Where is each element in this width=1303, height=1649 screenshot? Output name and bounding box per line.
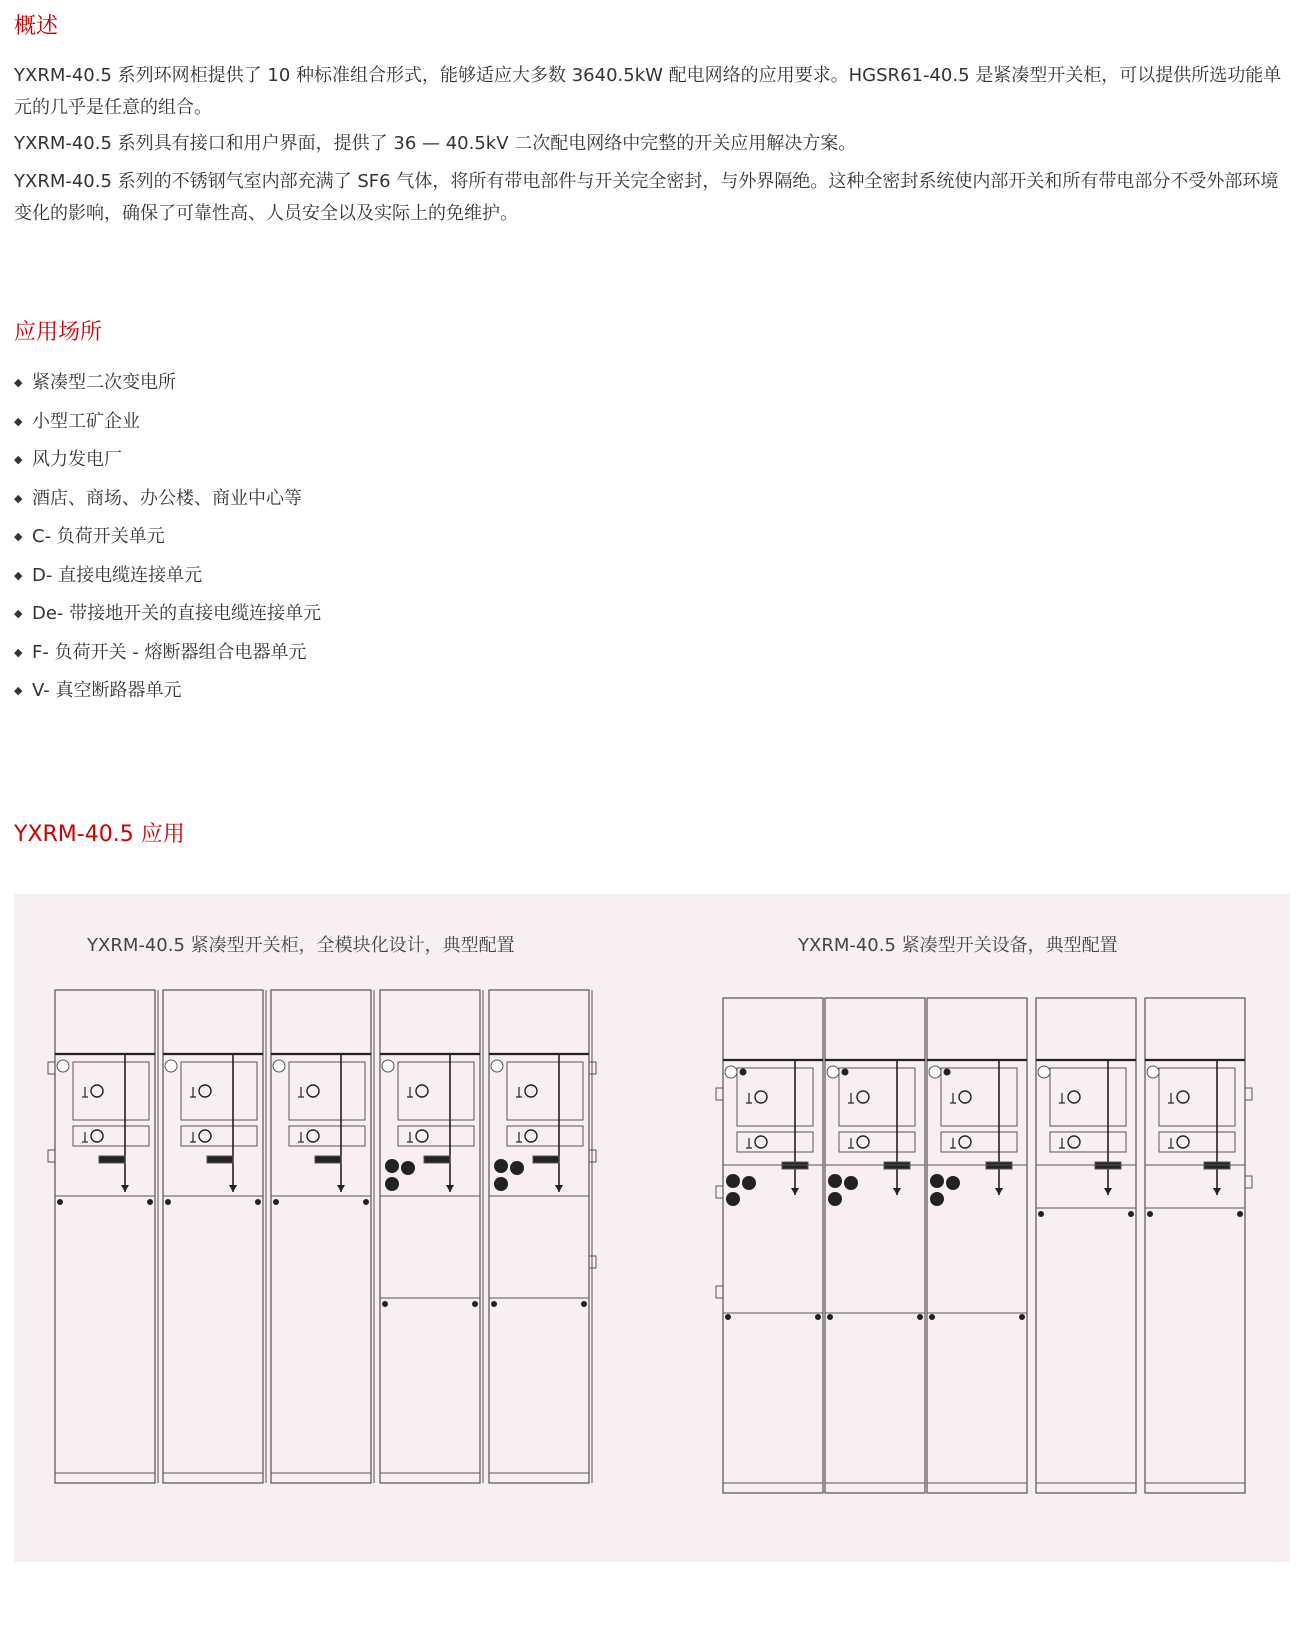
base-plinth xyxy=(1036,1483,1136,1493)
hinge-dot xyxy=(827,1314,833,1320)
indicator-lamp xyxy=(842,1069,849,1076)
list-item-label: De- 带接地开关的直接电缆连接单元 xyxy=(32,603,322,624)
base-plinth xyxy=(825,1483,925,1493)
diamond-bullet-icon: ◆ xyxy=(14,530,23,543)
mechanism-dial-icon xyxy=(1068,1136,1080,1148)
left-diagram-caption: YXRM-40.5 紧凑型开关柜，全模块化设计，典型配置 xyxy=(87,935,515,956)
diamond-bullet-icon: ◆ xyxy=(14,645,23,659)
mechanism-dial-icon xyxy=(959,1136,971,1148)
list-item-label: 小型工矿企业 xyxy=(32,410,140,432)
list-item-label: C- 负荷开关单元 xyxy=(32,526,165,547)
mechanism-dial-icon xyxy=(755,1091,767,1103)
arrow-down-icon xyxy=(791,1188,799,1195)
fuse-indicator-icon xyxy=(930,1174,944,1188)
mechanism-dial-icon xyxy=(959,1091,971,1103)
hinge-dot xyxy=(1038,1211,1044,1217)
mechanism-dial-icon xyxy=(857,1136,869,1148)
side-latch xyxy=(716,1088,723,1100)
fuse-indicator-icon xyxy=(844,1176,858,1190)
cabinet-outline xyxy=(927,998,1027,1493)
arrow-down-icon xyxy=(1104,1188,1112,1195)
applications-heading: 应用场所 xyxy=(14,320,103,345)
hinge-dot xyxy=(725,1314,731,1320)
fuse-indicator-icon xyxy=(828,1192,842,1206)
arrow-down-icon xyxy=(995,1188,1003,1195)
list-item-label: 紧凑型二次变电所 xyxy=(32,372,176,393)
base-plinth xyxy=(1145,1483,1245,1493)
indicator-lamp xyxy=(740,1069,747,1076)
diamond-bullet-icon: ◆ xyxy=(14,568,23,582)
pressure-gauge-icon xyxy=(1038,1066,1050,1078)
diamond-bullet-icon: ◆ xyxy=(14,414,23,428)
hinge-dot xyxy=(1147,1211,1153,1217)
hinge-dot xyxy=(815,1314,821,1320)
fuse-indicator-icon xyxy=(930,1192,944,1206)
mechanism-dial-icon xyxy=(857,1091,869,1103)
mechanism-dial-icon xyxy=(1177,1091,1189,1103)
fuse-indicator-icon xyxy=(726,1192,740,1206)
list-item-label: 风力发电厂 xyxy=(32,449,122,470)
indicator-lamp xyxy=(944,1069,951,1076)
overview-paragraph-3: YXRM-40.5 系列的不锈钢气室内部充满了 SF6 气体，将所有带电部件与开关完全密封，与外界隔绝。这种全密封系统使内部开关和所有带电部分不受外部环境变化的影响，确保了可靠性高、人员安全以及实际上的免维护。 xyxy=(14,171,1279,224)
fuse-indicator-icon xyxy=(726,1174,740,1188)
hinge-dot xyxy=(1019,1314,1025,1320)
base-plinth xyxy=(723,1483,823,1493)
hinge-dot xyxy=(929,1314,935,1320)
diamond-bullet-icon: ◆ xyxy=(14,491,23,505)
mechanism-dial-icon xyxy=(1177,1136,1189,1148)
usage-heading: YXRM-40.5 应用 xyxy=(14,822,185,847)
hinge-dot xyxy=(1237,1211,1243,1217)
diamond-bullet-icon: ◆ xyxy=(14,453,23,466)
diamond-bullet-icon: ◆ xyxy=(14,607,23,620)
pressure-gauge-icon xyxy=(725,1066,737,1078)
side-latch xyxy=(1245,1088,1252,1100)
list-item-label: F- 负荷开关 - 熔断器组合电器单元 xyxy=(32,641,307,663)
pressure-gauge-icon xyxy=(929,1066,941,1078)
list-item-label: D- 直接电缆连接单元 xyxy=(32,564,203,586)
hinge-dot xyxy=(917,1314,923,1320)
cabinet-outline xyxy=(825,998,925,1493)
side-latch xyxy=(716,1286,723,1298)
cabinet-outline xyxy=(723,998,823,1493)
mechanism-dial-icon xyxy=(1068,1091,1080,1103)
cabinet-outline xyxy=(1036,998,1136,1493)
list-item-label: V- 真空断路器单元 xyxy=(32,680,182,701)
fuse-indicator-icon xyxy=(828,1174,842,1188)
pressure-gauge-icon xyxy=(1147,1066,1159,1078)
overview-heading: 概述 xyxy=(14,14,59,39)
arrow-down-icon xyxy=(893,1188,901,1195)
side-latch xyxy=(1245,1176,1252,1188)
fuse-indicator-icon xyxy=(946,1176,960,1190)
diamond-bullet-icon: ◆ xyxy=(14,684,23,697)
diamond-bullet-icon: ◆ xyxy=(14,376,23,389)
pressure-gauge-icon xyxy=(827,1066,839,1078)
overview-paragraph-2: YXRM-40.5 系列具有接口和用户界面，提供了 36 — 40.5kV 二次配电网络中完整的开关应用解决方案。 xyxy=(14,133,857,154)
list-item-label: 酒店、商场、办公楼、商业中心等 xyxy=(32,487,302,509)
fuse-indicator-icon xyxy=(742,1176,756,1190)
cabinet-outline xyxy=(1145,998,1245,1493)
mechanism-dial-icon xyxy=(755,1136,767,1148)
base-plinth xyxy=(927,1483,1027,1493)
side-latch xyxy=(716,1186,723,1198)
right-diagram-caption: YXRM-40.5 紧凑型开关设备，典型配置 xyxy=(798,935,1118,956)
hinge-dot xyxy=(1128,1211,1134,1217)
overview-paragraph-1: YXRM-40.5 系列环网柜提供了 10 种标准组合形式，能够适应大多数 3640.5kW 配电网络的应用要求。HGSR61-40.5 是紧凑型开关柜，可以提供所选功能单元的几乎是任意的组合。 xyxy=(14,65,1282,118)
arrow-down-icon xyxy=(1213,1188,1221,1195)
